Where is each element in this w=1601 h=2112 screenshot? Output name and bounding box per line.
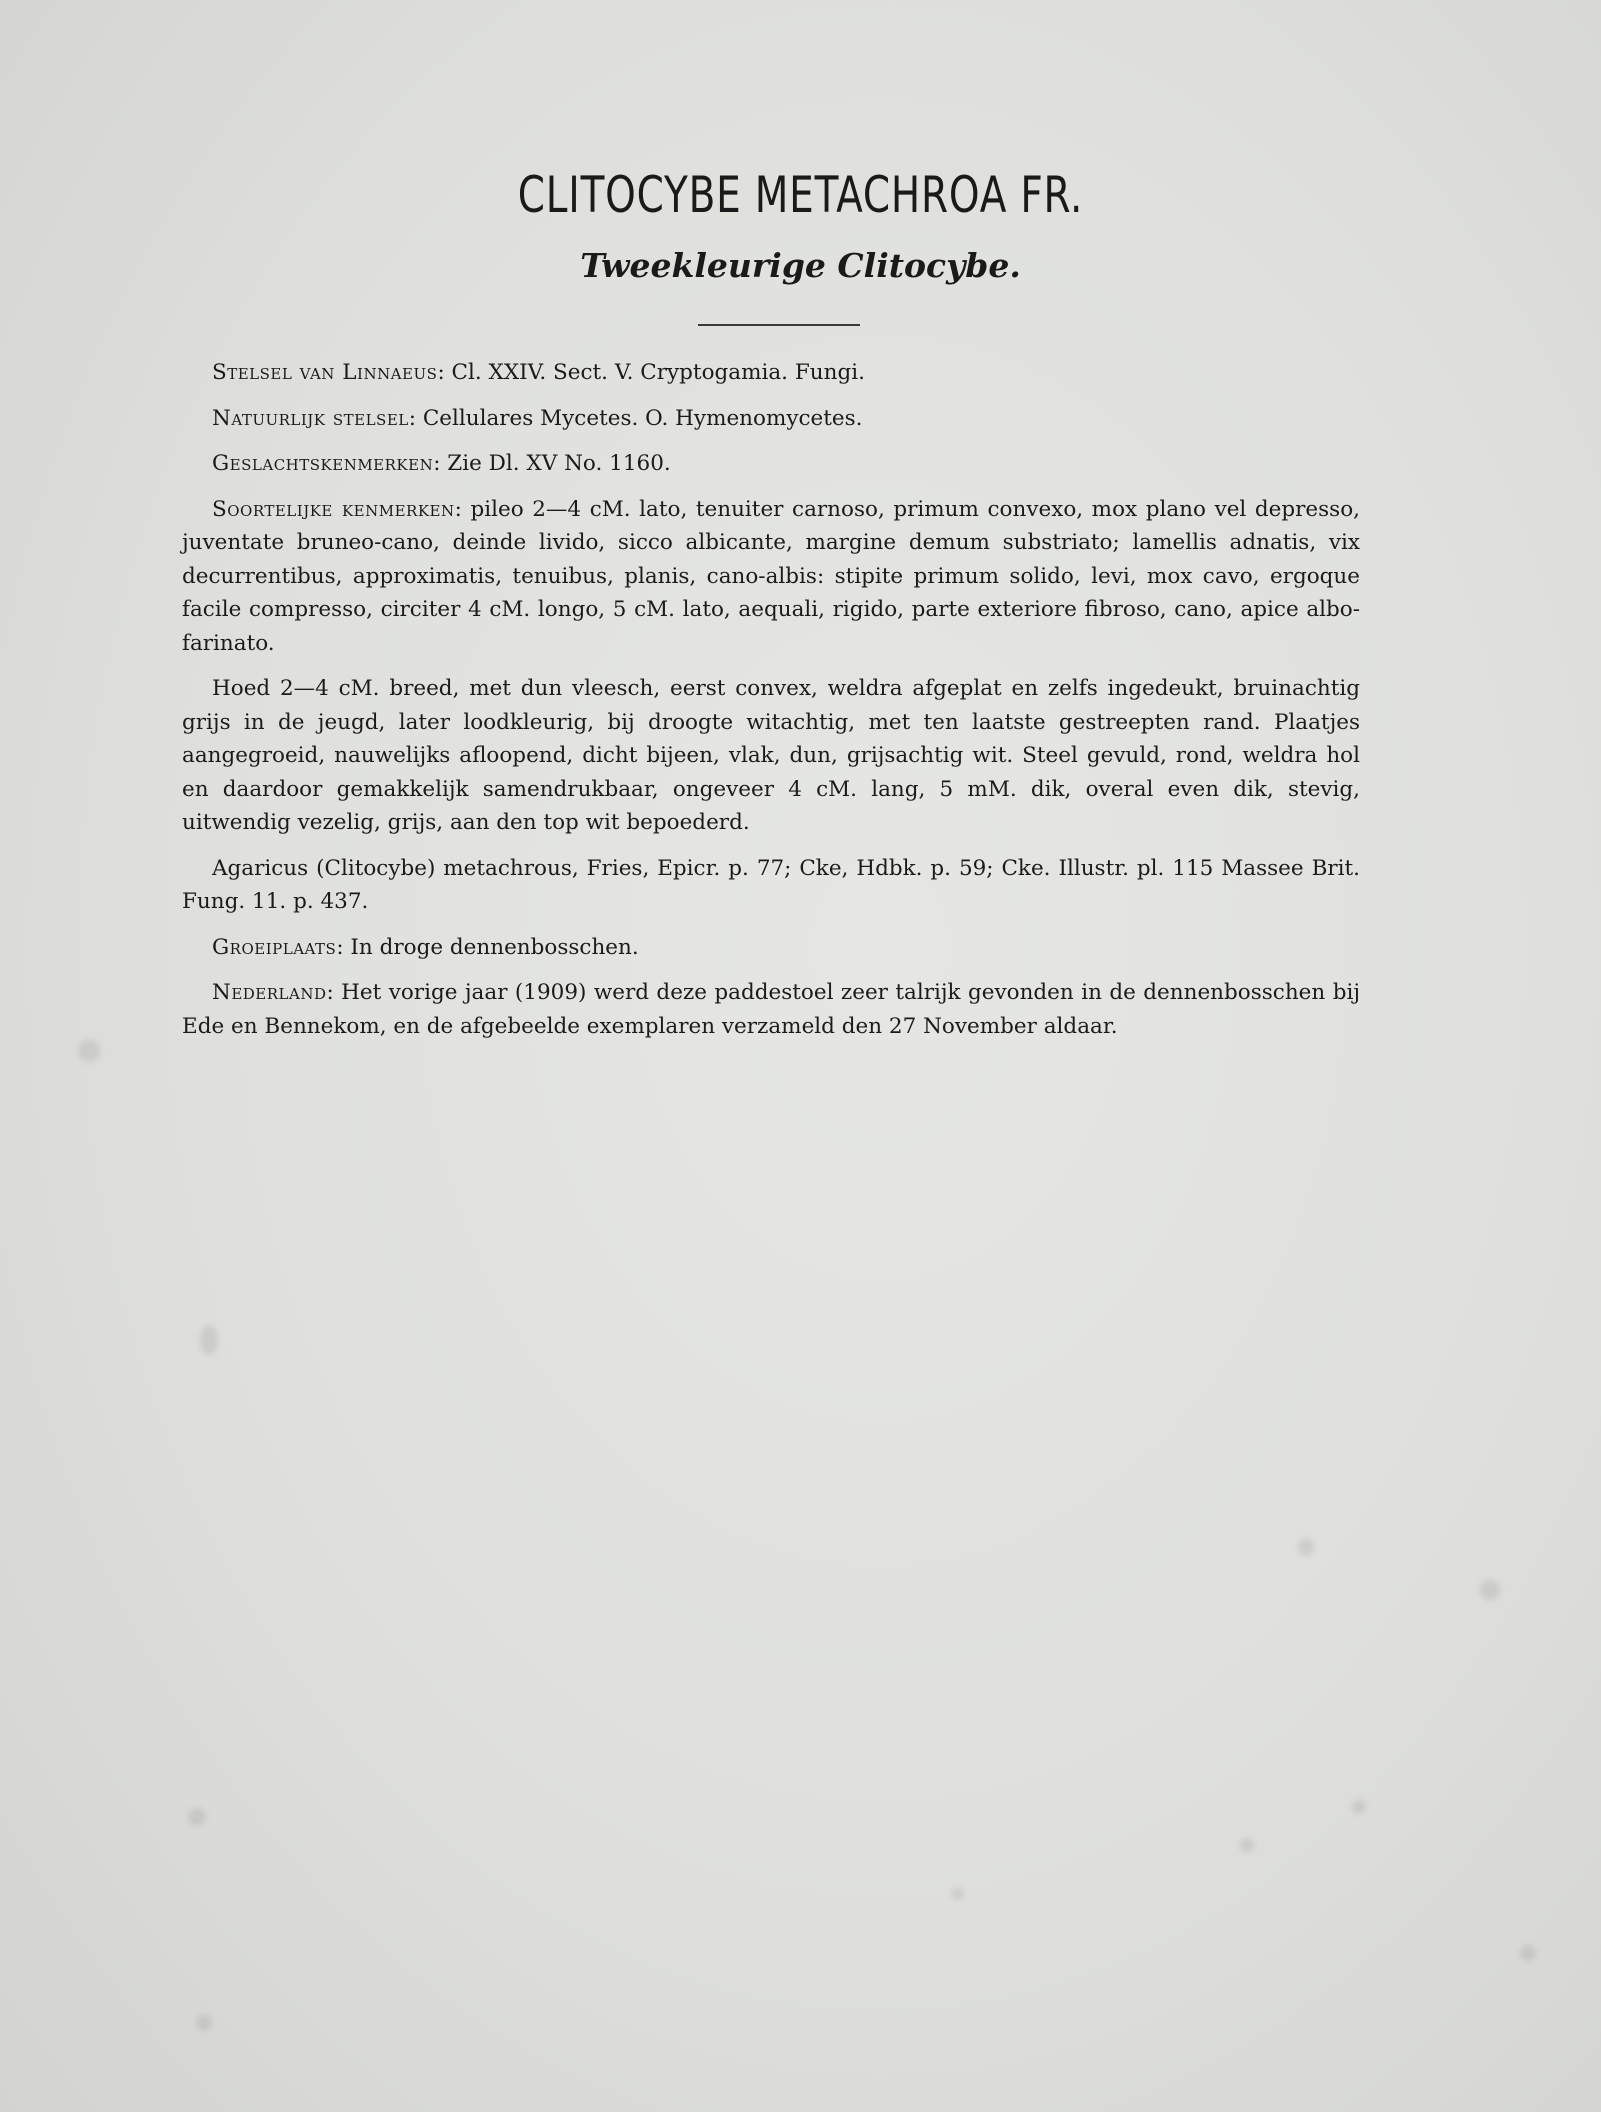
paragraph-description: Hoed 2—4 cM. breed, met dun vleesch, eerst convex, weldra afgeplat en zelfs ingedeukt, bruinachtig grijs in de jeugd, later loodkleurig, bij droogte witachtig, met ten laatste gestreepten rand. Plaatjes aangegroeid, nauwelijks afloopend, dicht bijeen, vlak, dun, grijsachtig wit. Steel gevuld, rond, weldra hol en daardoor gemakkelijk samendrukbaar, ongeveer 4 cM. lang, 5 mM. dik, overal even dik, stevig, uitwendig vezelig, grijs, aan den top wit bepoederd. (182, 676, 1360, 835)
text-natural: Cellulares Mycetes. O. Hymenomycetes. (422, 405, 863, 431)
label-genus: Geslachtskenmerken (212, 451, 434, 476)
paper-spot (1240, 1838, 1254, 1852)
paragraph-linnaeus: Stelsel van Linnaeus: Cl. XXIV. Sect. V. Cryptogamia. Fungi. (212, 360, 865, 385)
label-netherlands: Nederland (212, 980, 327, 1005)
paragraph-natural: Natuurlijk stelsel: Cellulares Mycetes. O. Hymenomycetes. (212, 405, 863, 431)
text-netherlands: Het vorige jaar (1909) werd deze paddestoel zeer talrijk gevonden in de dennenbosschen bij Ede en Bennekom, en de afgebeelde exemplaren verzameld den 27 November aldaar. (182, 980, 1360, 1039)
paragraph-habitat: Groeiplaats: In droge dennenbosschen. (212, 934, 639, 960)
paragraph-genus: Geslachtskenmerken: Zie Dl. XV No. 1160. (212, 451, 671, 476)
paper-spot (952, 1888, 964, 1900)
paper-spot (1480, 1580, 1500, 1600)
paper-spot (188, 1808, 206, 1826)
label-natural: Natuurlijk stelsel (212, 405, 409, 431)
page-subtitle: Tweekleurige Clitocybe. (580, 246, 1021, 285)
paper-spot (1520, 1945, 1536, 1961)
title-divider (698, 324, 860, 326)
paragraph-netherlands: Nederland: Het vorige jaar (1909) werd deze paddestoel zeer talrijk gevonden in de dennenbosschen bij Ede en Bennekom, en de afgebeelde exemplaren verzameld den 27 November aldaar. (182, 980, 1360, 1039)
body-text (182, 356, 1360, 1055)
text-habitat: In droge dennenbosschen. (350, 934, 639, 960)
paragraph-references: Agaricus (Clitocybe) metachrous, Fries, Epicr. p. 77; Cke, Hdbk. p. 59; Cke. Illustr. pl. 115 Massee Brit. Fung. 11. p. 437. (182, 855, 1360, 914)
text-species: pileo 2—4 cM. lato, tenuiter carnoso, primum convexo, mox plano vel depresso, juventate bruneo-cano, deinde livido, sicco albicante, margine demum substriato; lamellis adnatis, vix decurrentibus, approximatis, tenuibus, planis, cano-albis: stipite primum solido, levi, mox cavo, ergoque facile compresso, circiter 4 cM. longo, 5 cM. lato, aequali, rigido, parte exteriore fibroso, cano, apice albo-farinato. (182, 496, 1360, 656)
page-title: CLITOCYBE METACHROA FR. (517, 166, 1084, 224)
paper-spot (78, 1040, 100, 1062)
paper-spot (1298, 1538, 1314, 1556)
paper-spot (200, 1325, 218, 1355)
label-habitat: Groeiplaats (212, 934, 337, 960)
label-linnaeus: Stelsel van Linnaeus (212, 360, 438, 385)
paper-spot (196, 2015, 212, 2031)
text-linnaeus: Cl. XXIV. Sect. V. Cryptogamia. Fungi. (451, 360, 865, 385)
paper-spot (1352, 1800, 1366, 1814)
label-species: Soortelijke kenmerken (212, 496, 455, 522)
text-genus: Zie Dl. XV No. 1160. (447, 451, 671, 476)
paragraph-species: Soortelijke kenmerken: pileo 2—4 cM. lato, tenuiter carnoso, primum convexo, mox plano vel depresso, juventate bruneo-cano, deinde livido, sicco albicante, margine demum substriato; lamellis adnatis, vix decurrentibus, approximatis, tenuibus, planis, cano-albis: stipite primum solido, levi, mox cavo, ergoque facile compresso, circiter 4 cM. longo, 5 cM. lato, aequali, rigido, parte exteriore fibroso, cano, apice albo-farinato. (182, 496, 1360, 656)
